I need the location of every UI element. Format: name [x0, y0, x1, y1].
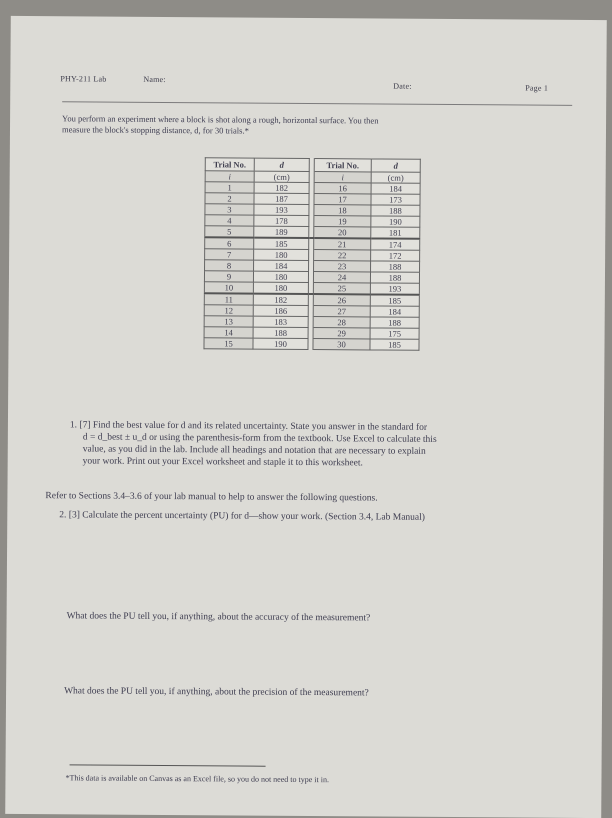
question-1 — [70, 419, 590, 471]
distance-value: 184 — [371, 183, 420, 194]
trial-number: 7 — [205, 249, 254, 260]
trial-number: 28 — [313, 317, 370, 328]
intro-line-2: measure the block's stopping distance, d, for 30 trials.* — [61, 124, 249, 136]
trial-number: 30 — [313, 339, 370, 350]
trials-table — [203, 157, 420, 351]
trial-number: 8 — [205, 260, 254, 271]
trial-number: 15 — [204, 338, 253, 349]
trial-number: 29 — [313, 328, 370, 339]
distance-value: 186 — [253, 305, 308, 316]
trial-number: 17 — [314, 194, 371, 205]
trial-number: 11 — [204, 293, 253, 305]
name-label: Name: — [143, 74, 166, 85]
trial-number: 27 — [313, 306, 370, 317]
intro-line-1: You perform an experiment where a block is shot along a rough, horizontal surface. You then — [62, 113, 379, 126]
header-d-unit: (cm) — [254, 171, 309, 182]
trial-number: 14 — [204, 327, 253, 338]
q1-line-1: 1. [7] Find the best value for d and its related uncertainty. State you answer in the standard for — [69, 420, 428, 433]
worksheet-page — [5, 16, 607, 818]
distance-value: 174 — [371, 238, 420, 250]
question-accuracy: What does the PU tell you, if anything, about the accuracy of the measurement? — [66, 611, 371, 624]
trial-number: 2 — [205, 193, 254, 204]
page-number: Page 1 — [525, 83, 549, 93]
distance-value: 190 — [371, 216, 420, 227]
trial-number: 5 — [205, 226, 254, 238]
distance-value: 188 — [371, 205, 420, 216]
distance-value: 173 — [371, 194, 420, 205]
header-trial-sub: i — [205, 171, 254, 182]
header-trial-2: Trial No. — [314, 159, 371, 172]
trial-number: 13 — [204, 316, 253, 327]
trial-number: 22 — [314, 250, 371, 261]
trial-number: 1 — [205, 182, 254, 193]
trial-number: 26 — [313, 294, 370, 306]
header-d-2: d — [371, 159, 420, 172]
distance-value: 180 — [253, 282, 308, 294]
header-trial-sub-2: i — [314, 172, 371, 183]
distance-value: 185 — [370, 294, 419, 306]
distance-value: 188 — [253, 327, 308, 338]
distance-value: 193 — [254, 204, 309, 215]
question-2: 2. [3] Calculate the percent uncertainty (PU) for d—show your work. (Section 3.4, Lab Manual) — [59, 510, 425, 523]
distance-value: 184 — [254, 260, 309, 271]
header-trial: Trial No. — [205, 158, 254, 171]
q1-line-2: d = d_best ± u_d or using the parenthesis-form from the textbook. Use Excel to calculate this — [82, 432, 437, 445]
distance-value: 189 — [254, 226, 309, 238]
distance-value: 193 — [370, 283, 419, 295]
trial-number: 19 — [314, 216, 371, 227]
header-d: d — [254, 158, 309, 171]
trial-number: 20 — [314, 227, 371, 239]
trial-number: 25 — [313, 283, 370, 295]
distance-value: 180 — [254, 249, 309, 260]
intro-text — [62, 113, 582, 139]
distance-value: 175 — [370, 328, 419, 339]
footnote: *This data is available on Canvas as an Excel file, so you do not need to type it in. — [65, 773, 330, 785]
trial-number: 3 — [205, 204, 254, 215]
trial-number: 18 — [314, 205, 371, 216]
question-precision: What does the PU tell you, if anything, about the precision of the measurement? — [64, 686, 369, 699]
distance-value: 178 — [254, 215, 309, 226]
distance-value: 181 — [371, 227, 420, 239]
distance-value: 182 — [253, 294, 308, 306]
trial-number: 10 — [204, 282, 253, 294]
header-rule — [62, 101, 572, 106]
trial-number: 12 — [204, 305, 253, 316]
distance-value: 188 — [371, 261, 420, 272]
distance-value: 184 — [370, 306, 419, 317]
distance-value: 183 — [253, 316, 308, 327]
trial-number: 6 — [205, 237, 254, 249]
distance-value: 180 — [253, 271, 308, 282]
refer-instructions: Refer to Sections 3.4–3.6 of your lab manual to help to answer the following questions. — [45, 491, 378, 504]
distance-value: 188 — [370, 317, 419, 328]
q1-line-4: your work. Print out your Excel worksheet and staple it to this worksheet. — [82, 456, 363, 469]
date-label: Date: — [393, 81, 412, 91]
header-d-unit-2: (cm) — [371, 172, 420, 183]
trial-number: 9 — [204, 271, 253, 282]
distance-value: 187 — [254, 193, 309, 204]
trial-number: 24 — [313, 272, 370, 283]
trial-number: 4 — [205, 215, 254, 226]
footnote-rule — [70, 764, 266, 766]
distance-value: 172 — [371, 250, 420, 261]
distance-value: 190 — [253, 338, 308, 349]
table-row — [204, 338, 419, 351]
trial-number: 21 — [314, 238, 371, 250]
trial-number: 16 — [314, 183, 371, 194]
distance-value: 185 — [254, 238, 309, 250]
distance-value: 185 — [370, 339, 419, 350]
course-label: PHY-211 Lab — [60, 74, 107, 84]
q1-line-3: value, as you did in the lab. Include all headings and notation that are necessary to explain — [82, 444, 426, 457]
distance-value: 182 — [254, 182, 309, 193]
distance-value: 188 — [370, 272, 419, 283]
trial-number: 23 — [314, 261, 371, 272]
